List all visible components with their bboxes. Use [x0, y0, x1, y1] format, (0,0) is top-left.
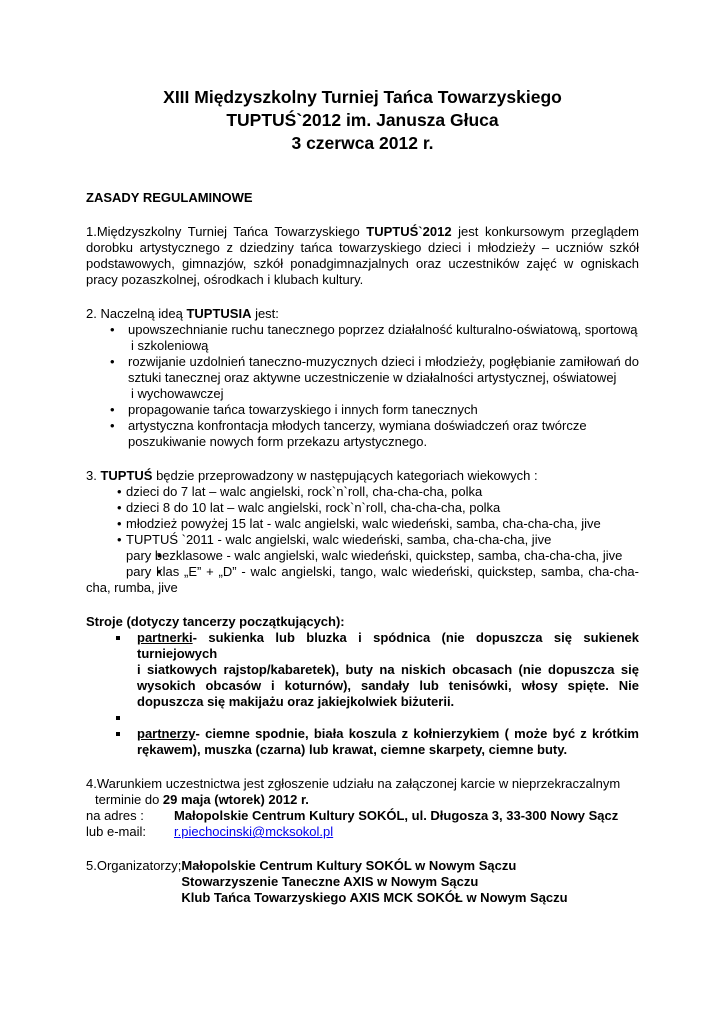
list-item	[86, 418, 639, 450]
list-item: • pary bezklasowe - walc angielski, walc wiedeński, quickstep, samba, cha-cha-cha, jive	[86, 548, 639, 564]
paragraph-5	[86, 858, 639, 906]
categories-list	[86, 484, 639, 596]
address-label: na adres :	[86, 808, 144, 823]
p4-deadline-lead: terminie do	[95, 792, 163, 807]
p4-deadline: 29 maja (wtorek) 2012 r.	[162, 792, 309, 807]
list-item-text: • upowszechnianie ruchu tanecznego poprzez działalność kulturalno-oświatową, sportową	[128, 322, 638, 337]
address-row	[86, 808, 639, 824]
organizers-label: 5.Organizatorzy;	[86, 858, 182, 873]
list-item-continuation: i szkoleniową	[131, 338, 209, 353]
stroje-heading: Stroje (dotyczy tancerzy początkujących):	[86, 614, 345, 629]
p3-lead: 3.	[86, 468, 101, 483]
partnerzy-text: - ciemne spodnie, biała koszula z kołnierzykiem ( może być z krótkim rękawem), muszka (czarna) lub krawat, ciemne skarpety, ciemne buty.	[137, 726, 639, 757]
p3-bold: TUPTUŚ	[100, 468, 153, 483]
organizer-item: Małopolskie Centrum Kultury SOKÓL w Nowym Sączu	[181, 858, 517, 873]
p3-intro	[86, 468, 639, 484]
email-label: lub e-mail:	[86, 824, 146, 839]
p3-rest: będzie przeprowadzony w następujących kategoriach wiekowych :	[152, 468, 538, 483]
list-item: • TUPTUŚ `2011 - walc angielski, walc wiedeński, samba, cha-cha-cha, jive	[86, 532, 639, 548]
paragraph-1	[86, 224, 639, 288]
p2-lead: 2. Naczelną ideą	[86, 306, 187, 321]
partnerki-label: partnerki	[137, 630, 193, 645]
ideas-list	[86, 322, 639, 450]
paragraph-2	[86, 306, 639, 450]
p4-line-1: 4.Warunkiem uczestnictwa jest zgłoszenie udziału na załączonej karcie w nieprzekraczalnym	[86, 776, 621, 791]
list-item	[86, 354, 639, 402]
stroje-partnerki	[137, 630, 639, 662]
list-item	[86, 630, 639, 710]
spacer	[86, 710, 639, 726]
partnerki-text: - sukienka lub bluzka i spódnica (nie dopuszcza się sukienek turniejowych	[137, 630, 639, 661]
p4-line-2	[86, 792, 639, 808]
section-heading: ZASADY REGULAMINOWE	[86, 190, 253, 205]
email-link[interactable]: r.piechocinski@mcksokol.pl	[174, 824, 334, 839]
p2-rest: jest:	[251, 306, 279, 321]
document-page	[86, 86, 639, 906]
p2-intro	[86, 306, 639, 322]
organizers-list	[181, 858, 567, 906]
organizer-item: Stowarzyszenie Taneczne AXIS w Nowym Sączu	[181, 874, 479, 889]
list-item	[86, 322, 639, 354]
organizer-item: Klub Tańca Towarzyskiego AXIS MCK SOKÓŁ w Nowym Sączu	[181, 890, 568, 905]
list-item	[86, 402, 639, 418]
list-item-continuation: i wychowawczej	[131, 386, 224, 401]
list-item: • młodzież powyżej 15 lat - walc angielski, walc wiedeński, samba, cha-cha-cha, jive	[86, 516, 639, 532]
stroje-list	[86, 630, 639, 758]
p1-rest: jest konkursowym przeglądem dorobku artystycznego z dziedziny tańca towarzyskiego dzieci i młodzieży – uczniów szkół podstawowych, gimnazjów, szkół ponadgimnazjalnych oraz uczestników zajęć w ogniskach pracy pozaszkolnej, ośrodkach i klubach kultury.	[86, 224, 639, 287]
p1-bold: TUPTUŚ`2012	[366, 224, 452, 239]
list-item: • pary klas „E” + „D” - walc angielski, tango, walc wiedeński, quickstep, samba, cha-cha-cha, rumba, jive	[86, 564, 639, 596]
list-item-text: • artystyczna konfrontacja młodych tancerzy, wymiana doświadczeń oraz twórcze poszukiwanie nowych form przekazu artystycznego.	[128, 418, 587, 449]
list-item: • dzieci do 7 lat – walc angielski, rock`n`roll, cha-cha-cha, polka	[86, 484, 639, 500]
p2-bold: TUPTUSIA	[186, 306, 252, 321]
list-item-text: • propagowanie tańca towarzyskiego i innych form tanecznych	[128, 402, 478, 417]
paragraph-3	[86, 468, 639, 596]
title-line-2: TUPTUŚ`2012 im. Janusza Głuca	[226, 110, 499, 130]
p1-lead: 1.Międzyszkolny Turniej Tańca Towarzyskiego	[86, 224, 367, 239]
partnerzy-label: partnerzy	[137, 726, 196, 741]
partnerki-text-2: i siatkowych rajstop/kabaretek), buty na niskich obcasach (nie dopuszcza się wysokich obcasów i koturnów), sandały lub tenisówki, włosy spięte. Nie dopuszcza się makijażu oraz jakiejkolwiek biżuterii.	[137, 662, 639, 709]
paragraph-4	[86, 776, 639, 840]
title-line-3: 3 czerwca 2012 r.	[291, 133, 434, 153]
stroje-partnerzy	[137, 726, 639, 758]
address-value: Małopolskie Centrum Kultury SOKÓL, ul. Długosza 3, 33-300 Nowy Sącz	[174, 808, 619, 823]
list-item-text: • rozwijanie uzdolnień taneczno-muzycznych dzieci i młodzieży, pogłębianie zamiłowań do sztuki tanecznej oraz aktywne uczestniczenie w działalności artystycznej, oświatowej	[128, 354, 639, 385]
title-line-1: XIII Międzyszkolny Turniej Tańca Towarzyskiego	[163, 87, 562, 107]
list-item: • dzieci 8 do 10 lat – walc angielski, rock`n`roll, cha-cha-cha, polka	[86, 500, 639, 516]
email-row	[86, 824, 639, 840]
list-item	[86, 726, 639, 758]
